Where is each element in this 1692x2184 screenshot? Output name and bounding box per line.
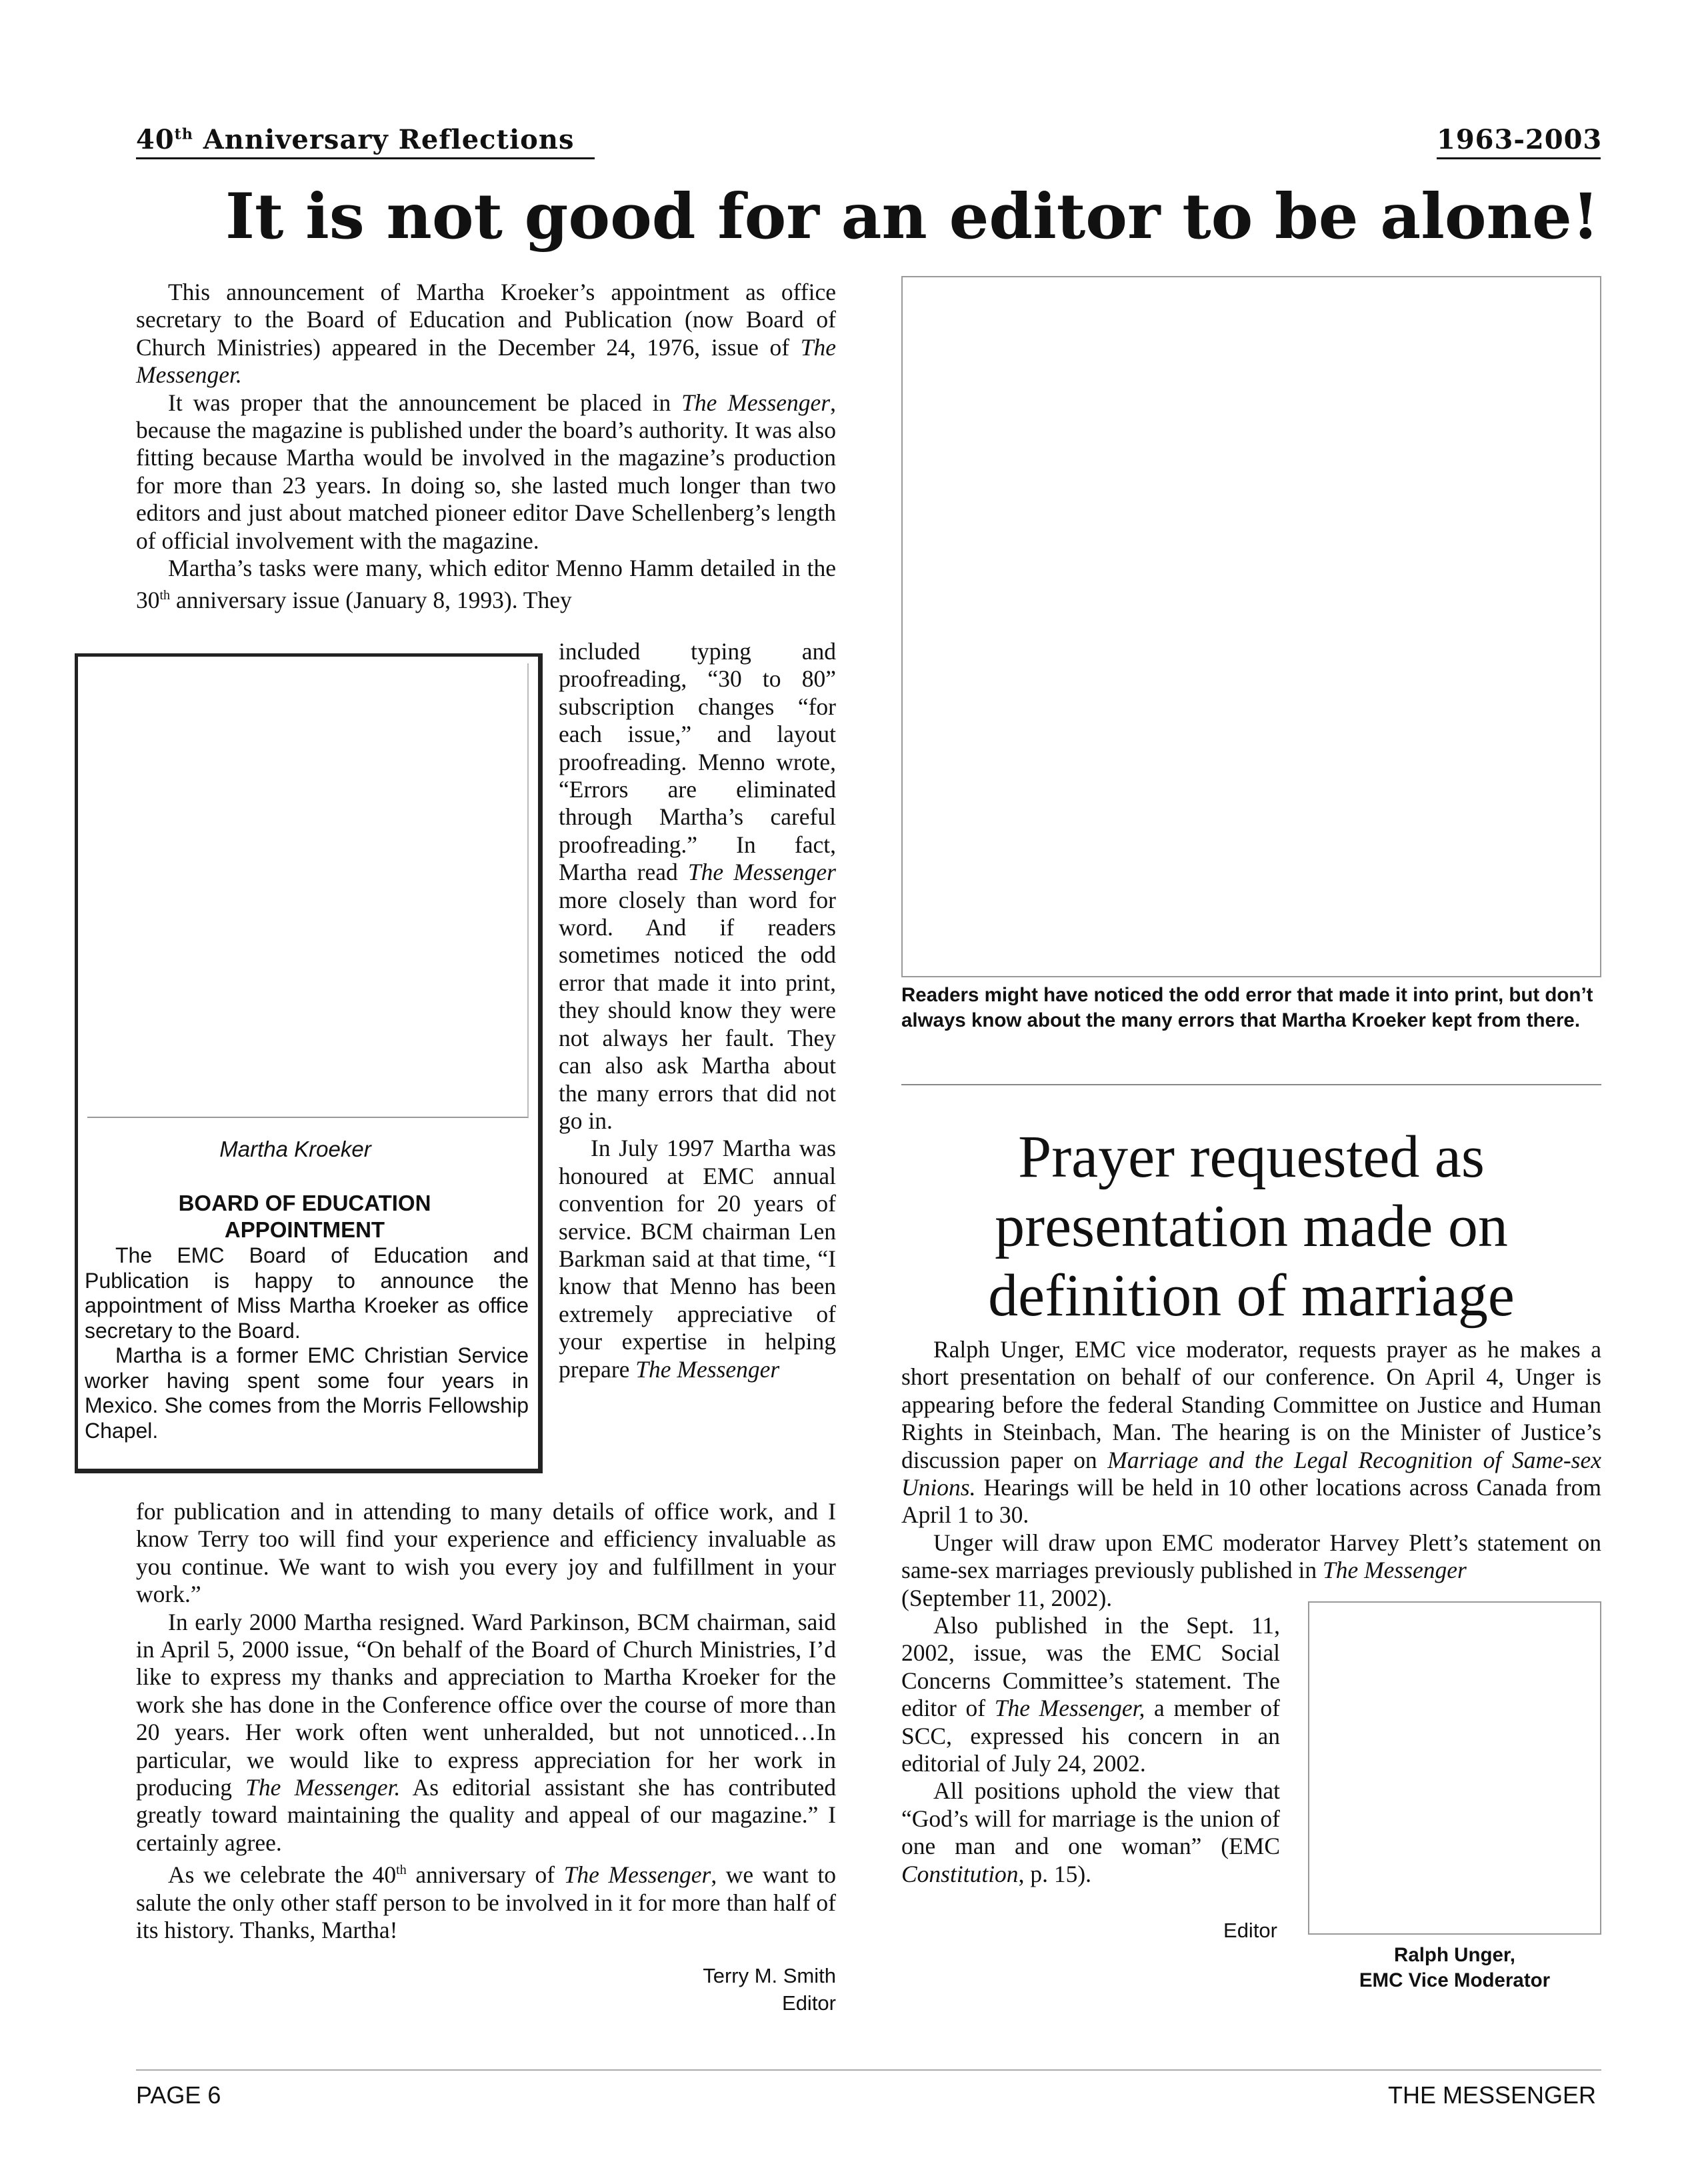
paragraph: Martha is a former EMC Christian Service worker having spent some four years in Mexico. She comes from the Morris Fellowship Chapel. [85, 1343, 529, 1443]
paragraph: Ralph Unger, EMC vice moderator, requests prayer as he makes a short presentation on behalf of our conference. On April 4, Unger is appearing before the federal Standing Committee on Justice and Human Rights in Steinbach, Man. The hearing is on the Minister of Justice’s discussion paper on Marriage and the Legal Recognition of Same-sex Unions. Hearings will be held in 10 other locations across Canada from April 1 to 30. [901, 1336, 1602, 1529]
announcement-clipping [75, 653, 543, 1473]
paragraph: This announcement of Martha Kroeker’s appointment as office secretary to the Board of Education and Publication (now Board of Church Ministries) appeared in the December 24, 1976, issue of The Messenger. [136, 279, 836, 389]
article-title: Prayer requested as presentation made on definition of marriage [988, 1124, 1515, 1329]
clipping-heading: BOARD OF EDUCATION APPOINTMENT [178, 1191, 431, 1242]
photo-caption: Martha Kroeker [219, 1137, 371, 1161]
article-signature: Editor [1223, 1919, 1277, 1942]
photo-caption: Readers might have noticed the odd error that made it into print, but don’t always know about the many errors that Martha Kroeker kept from there. [901, 984, 1593, 1031]
paragraph: (September 11, 2002). [901, 1584, 1113, 1611]
paragraph: Martha’s tasks were many, which editor Menno Hamm detailed in the 30th anniversary issue (January 8, 1993). They [136, 555, 836, 614]
paragraph: As we celebrate the 40th anniversary of The Messenger, we want to salute the only other staff person to be involved in it for more than half of its history. Thanks, Martha! [136, 1861, 836, 1943]
martha-kroeker-photo [87, 663, 529, 1118]
article-continuation [136, 1498, 836, 1944]
clipping-body [85, 1243, 529, 1443]
article-narrow-column [559, 638, 836, 1383]
article-body [901, 1336, 1601, 1612]
paragraph: included typing and proofreading, “30 to 80” subscription changes “for each issue,” and layout proofreading. Menno wrote, “Errors are eliminated through Martha’s careful proofreading.” In fact, Martha read The Messenger more closely than word for word. And if readers sometimes noticed the odd error that made it into print, they should know they were not always her fault. They can also ask Martha about the many errors that did not go in. [559, 638, 836, 1134]
publication-name: THE MESSENGER [1388, 2081, 1597, 2109]
author-signature: Terry M. Smith Editor [703, 1964, 836, 2015]
page-title: It is not good for an editor to be alone! [225, 180, 1600, 253]
paragraph: for publication and in attending to many details of office work, and I know Terry too will find your experience and efficiency invaluable as you continue. We want to wish you every joy and fulfillment in your work.” [136, 1498, 836, 1608]
paragraph: It was proper that the announcement be placed in The Messenger, because the magazine is published under the board’s authority. It was also fitting because Martha would be involved in the magazine’s production for more than 23 years. In doing so, she lasted much longer than two editors and just about matched pioneer editor Dave Schellenberg’s length of official involvement with the magazine. [136, 389, 836, 554]
paragraph: Also published in the Sept. 11, 2002, issue, was the EMC Social Concerns Committee’s statement. The editor of The Messenger, a member of SCC, expressed his concern in an editorial of July 24, 2002. [901, 1612, 1281, 1777]
ralph-unger-photo [1308, 1601, 1601, 1935]
page-number: PAGE 6 [136, 2081, 221, 2109]
footer-rule [136, 2069, 1601, 2071]
editorial-office-photo [901, 276, 1601, 977]
header-right-underline [1437, 157, 1601, 159]
paragraph: In early 2000 Martha resigned. Ward Parkinson, BCM chairman, said in April 5, 2000 issue, “On behalf of the Board of Church Ministries, I’d like to express my thanks and appreciation to Martha Kroeker for the work she has done in the Conference office over the course of more than 20 years. Her work often went unheralded, but not unnoticed…In particular, we would like to express appreciation for her work in producing The Messenger. As editorial assistant she has contributed greatly toward maintaining the quality and appeal of our magazine.” I certainly agree. [136, 1608, 836, 1856]
photo-caption: Ralph Unger, EMC Vice Moderator [1359, 1944, 1551, 1991]
article-body-narrow [901, 1612, 1280, 1888]
section-divider [901, 1084, 1601, 1085]
paragraph: All positions uphold the view that “God’s will for marriage is the union of one man and one woman” (EMC Constitution, p. 15). [901, 1777, 1280, 1887]
article-intro [136, 279, 836, 615]
running-header-left: 40th Anniversary Reflections [136, 124, 575, 155]
paragraph: The EMC Board of Education and Publication is happy to announce the appointment of Miss Martha Kroeker as office secretary to the Board. [85, 1243, 529, 1343]
paragraph: Unger will draw upon EMC moderator Harvey Plett’s statement on same-sex marriages previously published in The Messenger [901, 1529, 1601, 1584]
running-header-right: 1963-2003 [1437, 124, 1603, 155]
header-left-underline [136, 157, 595, 159]
paragraph: In July 1997 Martha was honoured at EMC annual convention for 20 years of service. BCM chairman Len Barkman said at that time, “I know that Menno has been extremely appreciative of your expertise in helping prepare The Messenger [559, 1135, 836, 1383]
